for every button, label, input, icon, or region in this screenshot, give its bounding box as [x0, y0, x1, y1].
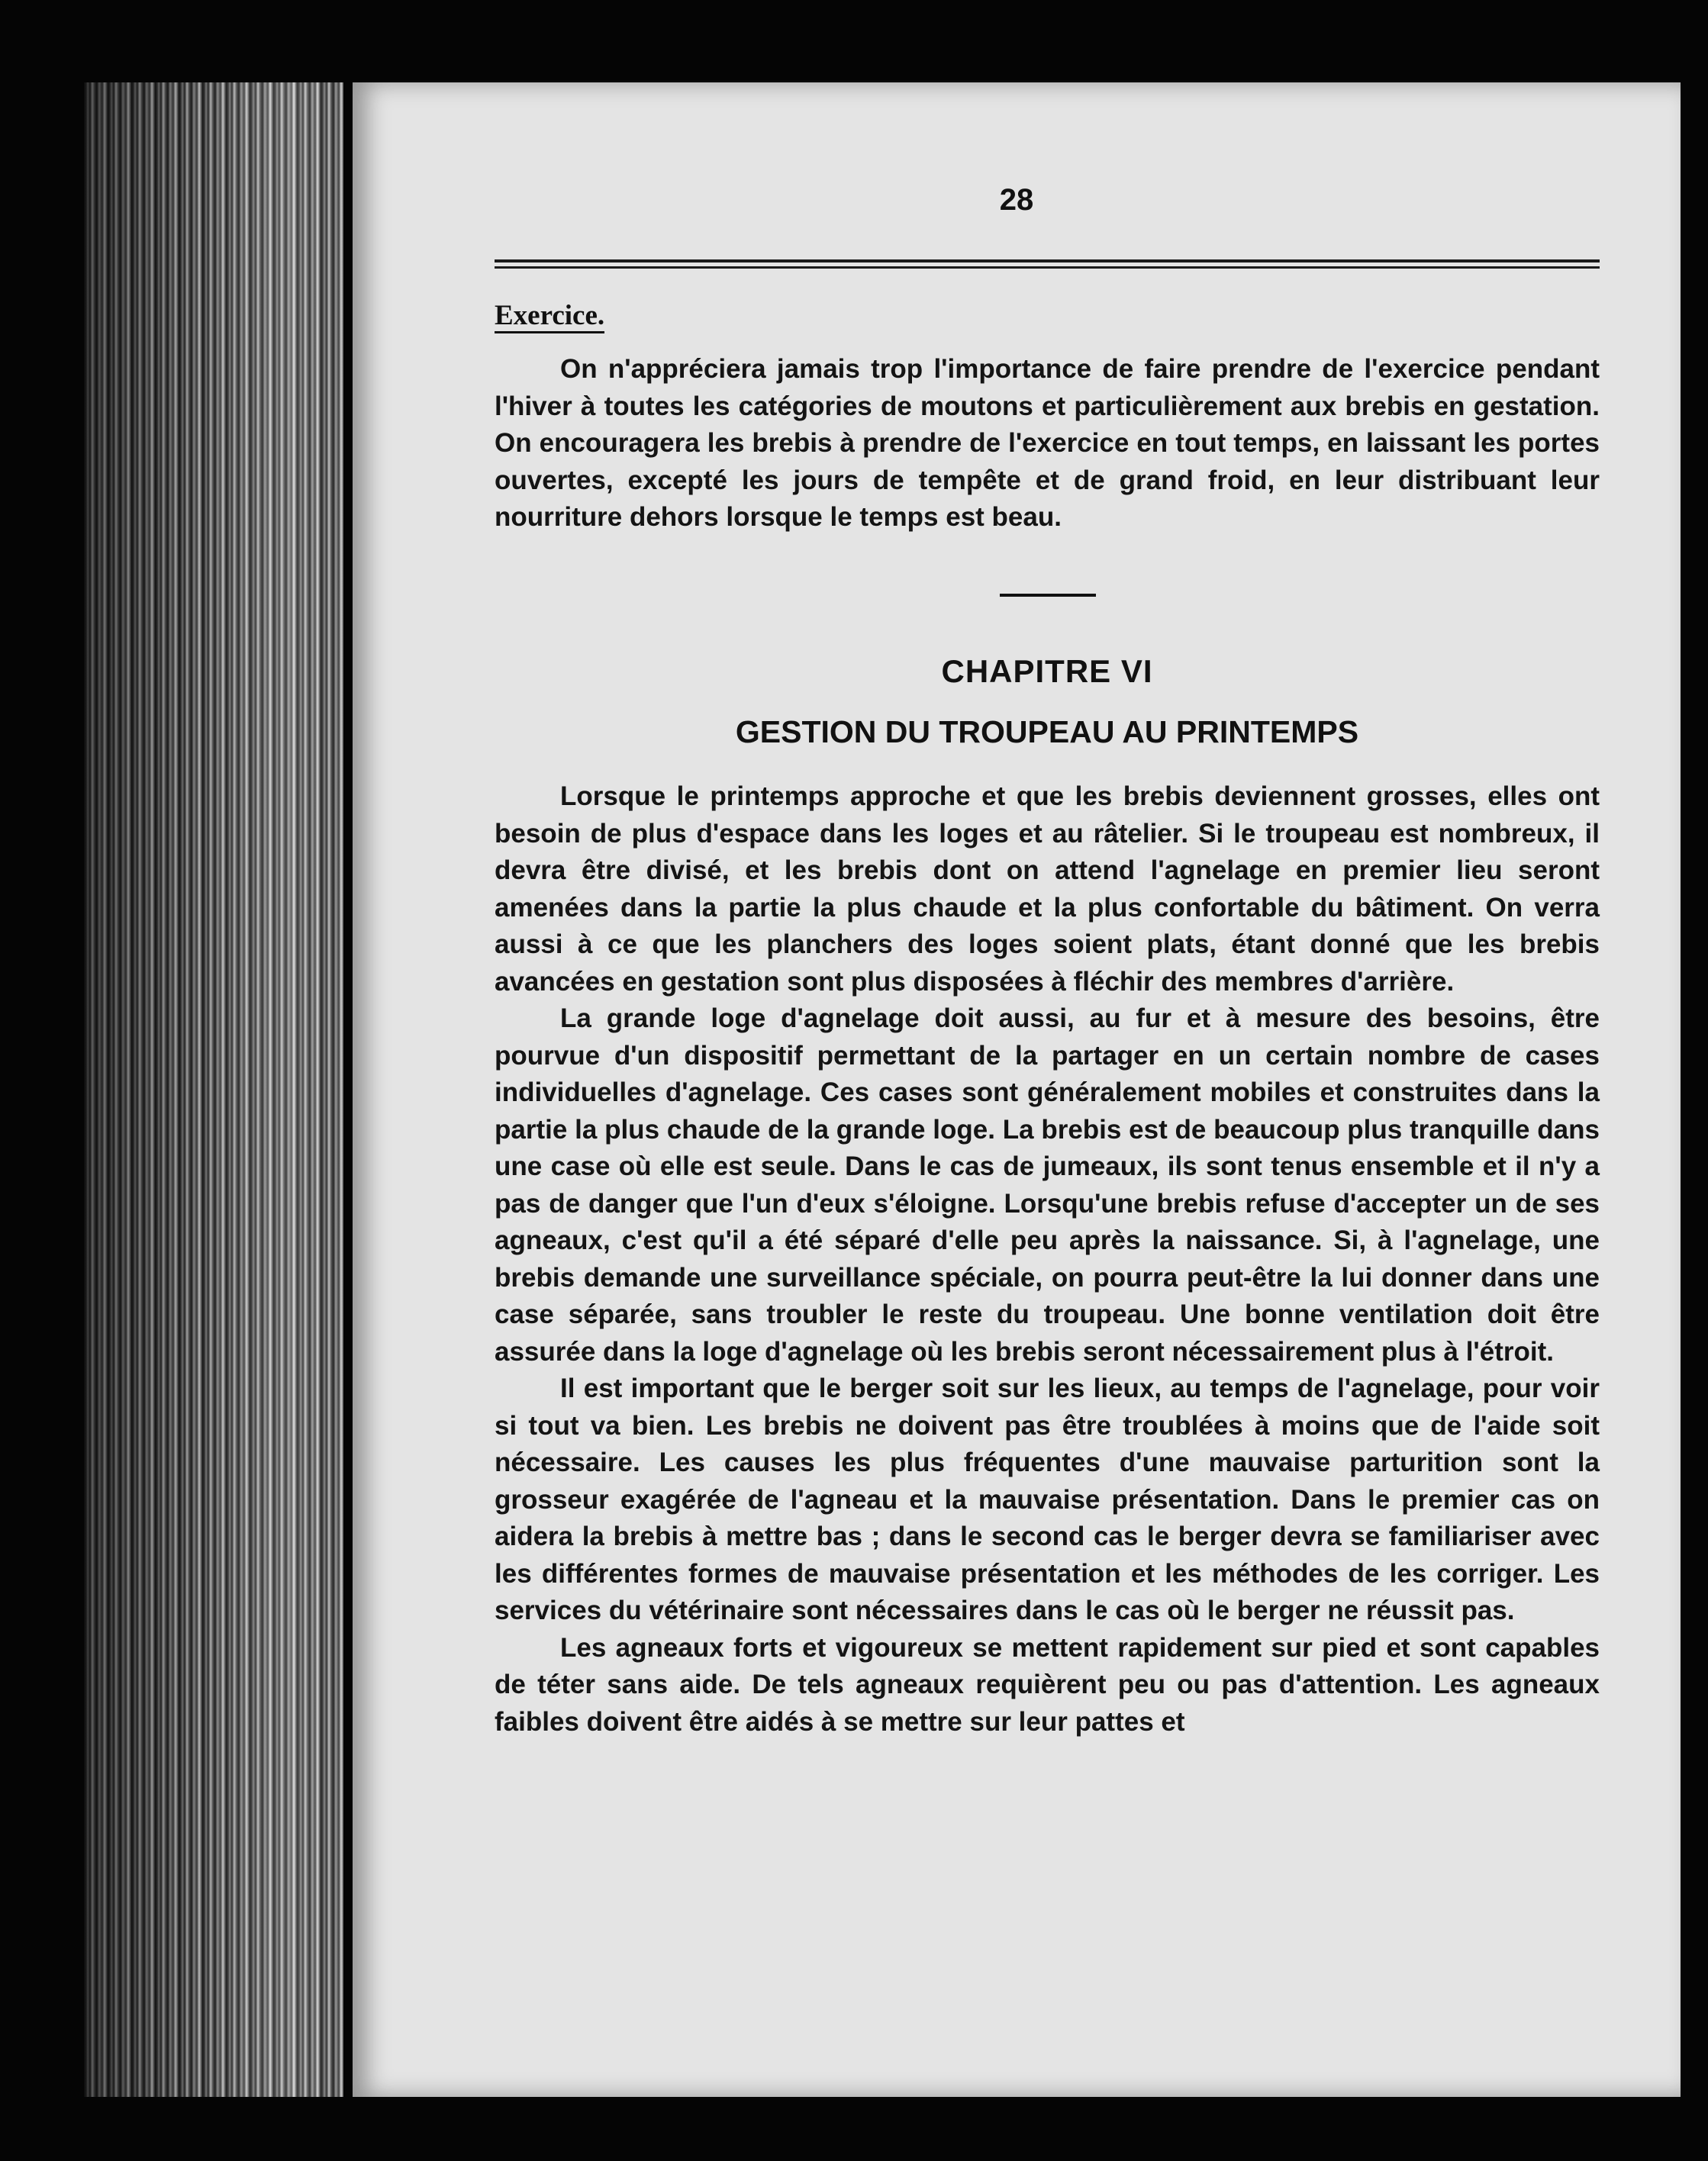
chapter-paragraph: Il est important que le berger soit sur les lieux, au temps de l'agnelage, pour voir si tout va bien. Les brebis ne doivent pas être troublées à moins que de l'aide soit nécessaire. Les causes les plus fréquentes d'une mauvaise parturition sont la grosseur exagérée de l'agneau et la mauvaise présentation. Dans le premier cas on aidera la brebis à mettre bas ; dans le second cas le berger devra se familiariser avec les différentes formes de mauvaise présentation et les méthodes de les corriger. Les services du vétérinaire sont nécessaires dans le cas où le berger ne réussit pas. — [495, 1374, 1600, 1625]
section-divider-rule — [1000, 594, 1096, 597]
book-page-edges — [84, 82, 343, 2097]
chapter-subtitle: GESTION DU TROUPEAU AU PRINTEMPS — [735, 714, 1359, 749]
section-body — [495, 351, 1600, 536]
chapter-paragraph: Lorsque le printemps approche et que les brebis deviennent grosses, elles ont besoin de plus d'espace dans les loges et au râtelier. Si le troupeau est nombreux, il devra être divisé, et les brebis dont on attend l'agnelage en premier lieu seront amenées dans la partie la plus chaude et la plus confortable du bâtiment. On verra aussi à ce que les planchers des loges soient plats, étant donné que les brebis avancées en gestation sont plus disposées à fléchir des membres d'arrière. — [495, 781, 1600, 997]
page-sheet — [353, 82, 1681, 2097]
section-paragraph: On n'appréciera jamais trop l'importance de faire prendre de l'exercice pendant l'hiver à toutes les catégories de moutons et particulièrement aux brebis en gestation. On encouragera les brebis à prendre de l'exercice en tout temps, en laissant les portes ouvertes, excepté les jours de tempête et de grand froid, en leur distribuant leur nourriture dehors lorsque le temps est beau. — [495, 354, 1600, 532]
chapter-paragraph: Les agneaux forts et vigoureux se mettent rapidement sur pied et sont capables de téter sans aide. De tels agneaux requièrent peu ou pas d'attention. Les agneaux faibles doivent être aidés à se mettre sur leur pattes et — [495, 1632, 1600, 1737]
section-heading: Exercice. — [495, 301, 604, 333]
header-double-rule — [495, 259, 1600, 269]
chapter-title: CHAPITRE VI — [941, 653, 1153, 689]
chapter-body — [495, 778, 1600, 1741]
page-number: 28 — [999, 183, 1034, 217]
chapter-paragraph: La grande loge d'agnelage doit aussi, au fur et à mesure des besoins, être pourvue d'un dispositif permettant de la partager en un certain nombre de cases individuelles d'agnelage. Ces cases sont généralement mobiles et construites dans la partie la plus chaude de la grande loge. La brebis est de beaucoup plus tranquille dans une case où elle est seule. Dans le cas de jumeaux, ils sont tenus ensemble et il n'y a pas de danger que l'un d'eux s'éloigne. Lorsqu'une brebis refuse d'accepter un de ses agneaux, c'est qu'il a été séparé d'elle peu après la naissance. Si, à l'agnelage, une brebis demande une surveillance spéciale, on pourra peut-être la lui donner dans une case séparée, sans troubler le reste du troupeau. Une bonne ventilation doit être assurée dans la loge d'agnelage où les brebis seront nécessairement plus à l'étroit. — [495, 1003, 1600, 1367]
